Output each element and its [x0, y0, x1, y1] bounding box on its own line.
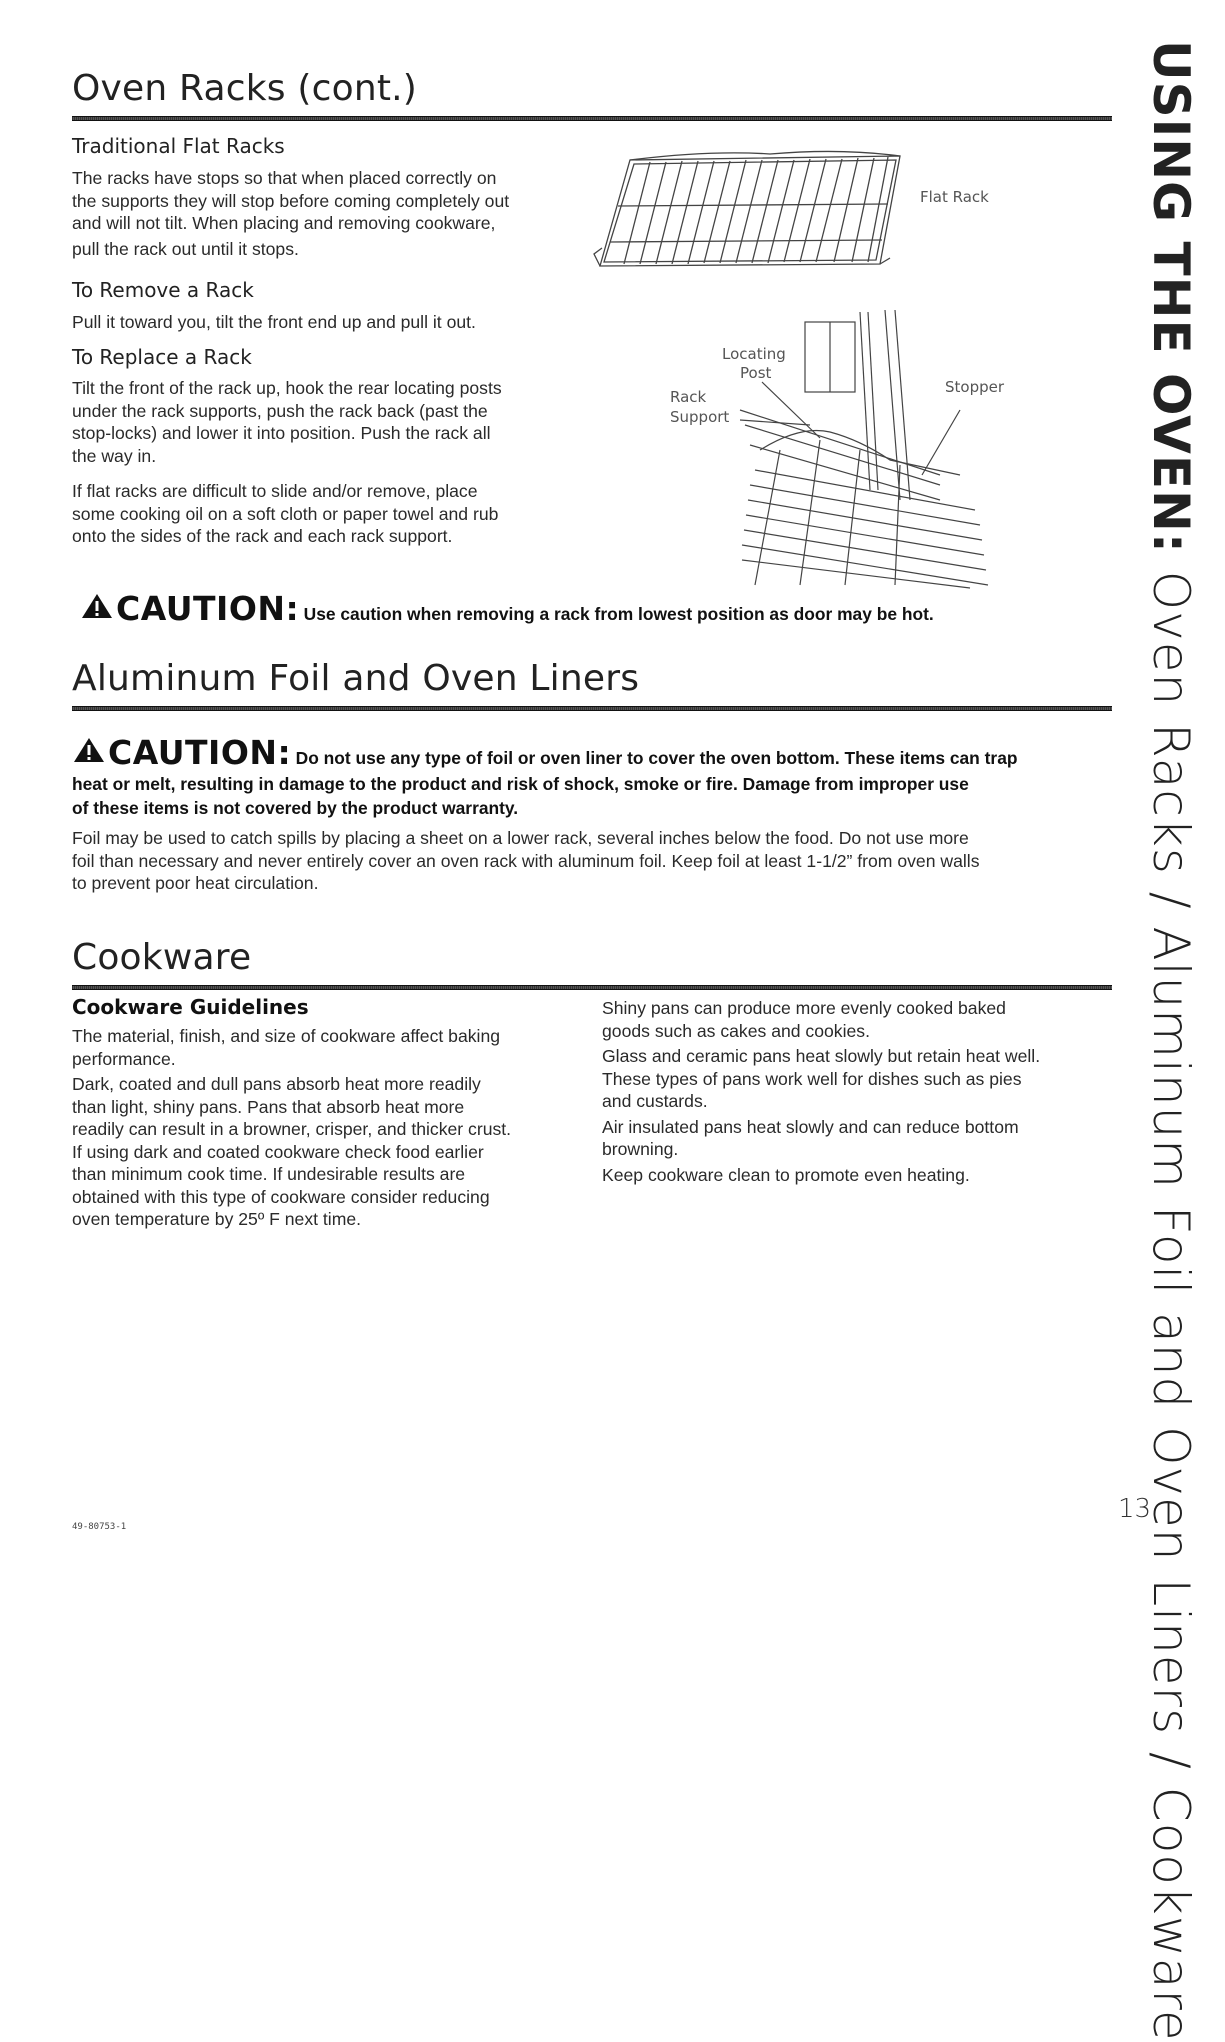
caution-label: CAUTION: [116, 589, 300, 628]
traditional-racks-paragraph: The racks have stops so that when placed correctly on the supports they will stop before coming completely out and will not tilt. When placing and removing cookware, pull the rack out until it stops. [72, 168, 510, 259]
remove-rack-paragraph: Pull it toward you, tilt the front end up and pull it out. [72, 312, 476, 332]
heading-replace-rack: To Replace a Rack [72, 345, 252, 369]
label-post: Post [740, 364, 772, 382]
title-rule [72, 116, 1112, 121]
caution-text-line-1: Do not use any type of foil or oven liner to cover the oven bottom. These items can trap [295, 748, 1018, 768]
side-section-tab [1140, 40, 1210, 2042]
caution-rack-hot-door [80, 589, 934, 628]
caution-foil-oven-liner [72, 733, 1112, 820]
replace-rack-paragraph: Tilt the front of the rack up, hook the rear locating posts under the rack supports, push the rack back (past the stop-locks) and lower it into position. Push the rack all the way in. [72, 378, 502, 466]
label-locating: Locating [722, 345, 786, 363]
flat-rack-tip-paragraph: If flat racks are difficult to slide and/or remove, place some cooking oil on a soft cloth or paper towel and rub onto the sides of the rack and each rack support. [72, 481, 499, 546]
cookware-right-column: Shiny pans can produce more evenly cooked baked goods such as cakes and cookies. Glass and ceramic pans heat slowly but retain heat well. These types of pans work well for dishes such as pies and custards. Air insulated pans heat slowly and can reduce bottom browning. Keep cookware clean to promote even heating. [602, 998, 1041, 1185]
section-title-aluminum-foil: Aluminum Foil and Oven Liners [72, 658, 640, 699]
caution-label: CAUTION: [108, 733, 292, 772]
heading-traditional-flat-racks: Traditional Flat Racks [72, 134, 285, 158]
page-title-oven-racks: Oven Racks (cont.) [72, 68, 418, 109]
cookware-title-rule [72, 985, 1112, 990]
warning-triangle-icon [80, 592, 114, 620]
rack-support-illustration [660, 300, 1000, 590]
foil-title-rule [72, 706, 1112, 711]
section-title-cookware: Cookware [72, 937, 252, 978]
flat-rack-illustration [590, 142, 920, 272]
side-tab-section: USING THE OVEN: [1142, 40, 1200, 554]
heading-remove-rack: To Remove a Rack [72, 278, 254, 302]
caution-text: Use caution when removing a rack from lowest position as door may be hot. [303, 604, 934, 624]
cookware-left-column: The material, finish, and size of cookware affect baking performance. Dark, coated and dull pans absorb heat more readily than light, shiny pans. Pans that absorb heat more readily can result in a browner, crisper, and thicker crust. If using dark and coated cookware check food earlier than minimum cook time. If undesirable results are obtained with this type of cookware consider reducing oven temperature by 25º F next time. [72, 1026, 512, 1229]
label-flat-rack: Flat Rack [920, 188, 989, 206]
label-stopper: Stopper [945, 378, 1005, 396]
page-number: 13 [1118, 1494, 1152, 1524]
label-support: Support [670, 408, 730, 426]
caution-text-line-3: of these items is not covered by the product warranty. [72, 798, 519, 818]
heading-cookware-guidelines: Cookware Guidelines [72, 995, 309, 1019]
warning-triangle-icon [72, 736, 106, 764]
side-tab-topic: Oven Racks / Aluminum Foil and Oven Liners / Cookware [1142, 570, 1200, 2042]
doc-number: 49-80753-1 [72, 1522, 127, 1532]
label-rack: Rack [670, 388, 707, 406]
caution-text-line-2: heat or melt, resulting in damage to the product and risk of shock, smoke or fire. Damage from improper use [72, 774, 969, 794]
foil-body-paragraph: Foil may be used to catch spills by placing a sheet on a lower rack, several inches below the food. Do not use more foil than necessary and never entirely cover an oven rack with aluminum foil. Keep foil at least 1-1/2” from oven walls to prevent poor heat circulation. [72, 828, 980, 893]
